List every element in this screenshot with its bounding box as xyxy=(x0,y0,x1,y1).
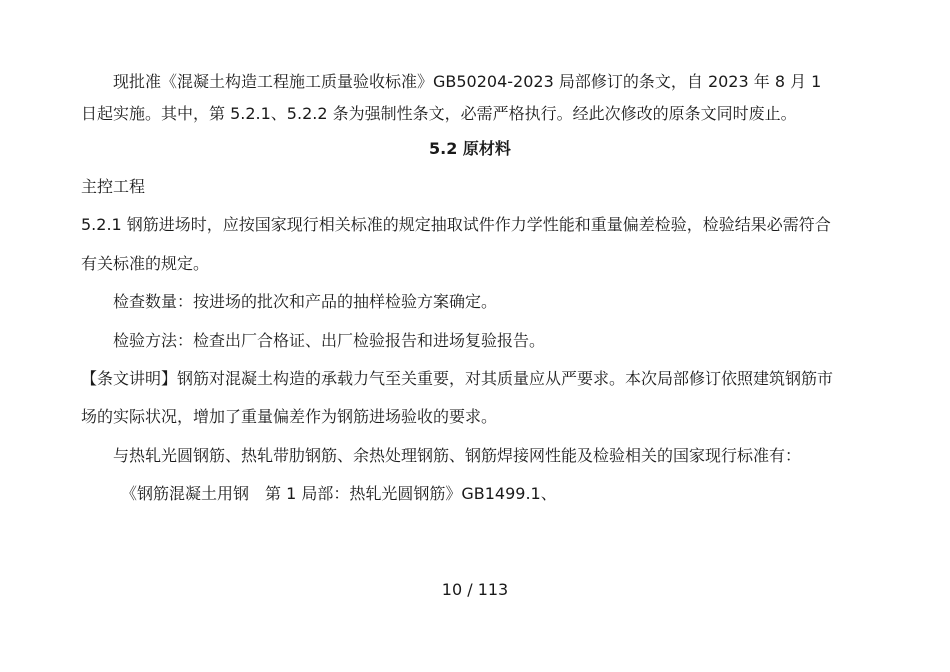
standards-intro: 与热轧光圆钢筋、热轧带肋钢筋、余热处理钢筋、钢筋焊接网性能及检验相关的国家现行标准有： xyxy=(113,446,802,465)
explanation-line-2: 场的实际状况，增加了重量偏差作为钢筋进场验收的要求。 xyxy=(81,407,498,426)
clause-5-2-1-line-1: 5.2.1 钢筋进场时，应按国家现行相关标准的规定抽取试件作力学性能和重量偏差检验，检验结果必需符合 xyxy=(81,215,831,234)
clause-5-2-1-line-2: 有关标准的规定。 xyxy=(81,254,210,273)
standard-item: 《钢筋混凝土用钢 第 1 局部：热轧光圆钢筋》GB1499.1、 xyxy=(121,484,557,503)
explanation-line-1: 【条文讲明】钢筋对混凝土构造的承载力气至关重要，对其质量应从严要求。本次局部修订依照建筑钢筋市 xyxy=(81,369,834,388)
section-heading: 5.2 原材料 xyxy=(429,139,511,158)
intro-line-2: 日起实施。其中，第 5.2.1、5.2.2 条为强制性条文，必需严格执行。经此次修改的原条文同时废止。 xyxy=(81,104,797,123)
page-number: 10 / 113 xyxy=(441,580,509,599)
inspection-quantity: 检查数量：按进场的批次和产品的抽样检验方案确定。 xyxy=(113,292,498,311)
intro-line-1: 现批准《混凝土构造工程施工质量验收标准》GB50204-2023 局部修订的条文，自 2023 年 8 月 1 xyxy=(113,72,822,91)
subheading-main-control: 主控工程 xyxy=(81,177,146,196)
inspection-method: 检验方法：检查出厂合格证、出厂检验报告和进场复验报告。 xyxy=(113,331,546,350)
